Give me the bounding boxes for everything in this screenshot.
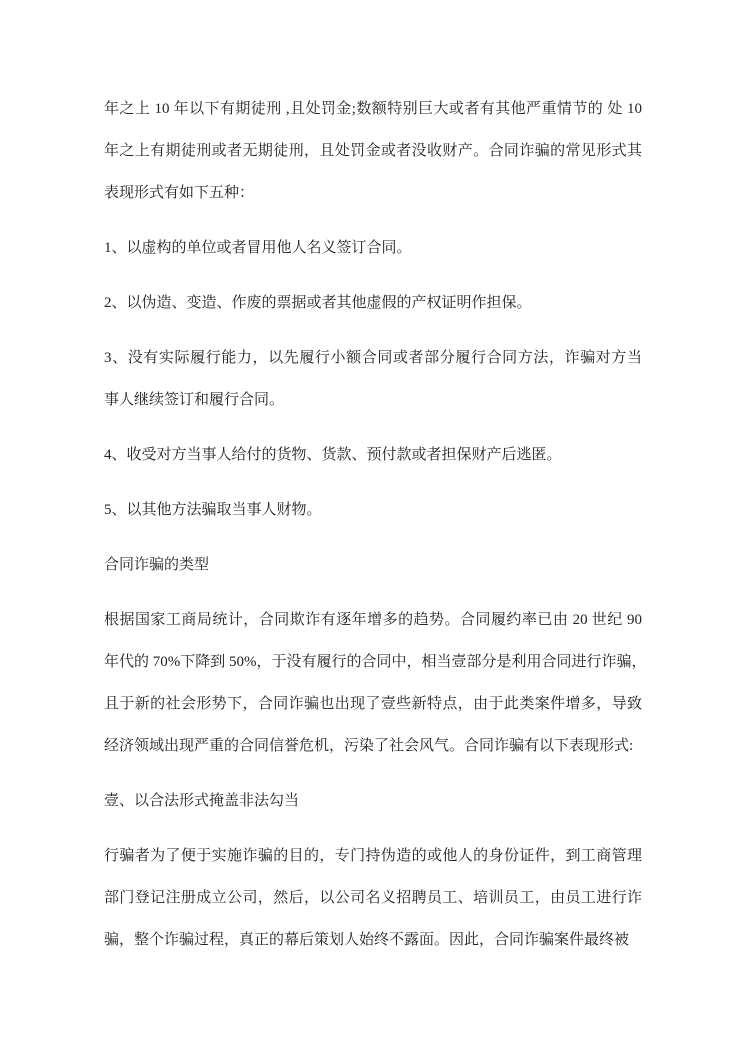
text-line: 部门登记注册成立公司，然后，以公司名义招聘员工、培训员工，由员工进行诈 xyxy=(104,890,642,906)
paragraph xyxy=(104,835,642,961)
paragraph xyxy=(104,489,642,531)
paragraph xyxy=(104,434,642,476)
text-line: 年之上有期徒刑或者无期徒刑，且处罚金或者没收财产。合同诈骗的常见形式其 xyxy=(104,143,642,159)
text-line: 根据国家工商局统计，合同欺诈有逐年增多的趋势。合同履约率已由 20 世纪 90 xyxy=(104,612,642,628)
text-line: 5、以其他方法骗取当事人财物。 xyxy=(104,502,322,518)
text-line: 行骗者为了便于实施诈骗的目的，专门持伪造的或他人的身份证件，到工商管理 xyxy=(104,848,642,864)
paragraph xyxy=(104,780,642,822)
paragraph xyxy=(104,544,642,586)
paragraph xyxy=(104,227,642,269)
text-line: 年之上 10 年以下有期徒刑 ,且处罚金;数额特别巨大或者有其他严重情节的 处 10 xyxy=(104,101,642,117)
text-line: 骗，整个诈骗过程，真正的幕后策划人始终不露面。因此，合同诈骗案件最终被 xyxy=(104,932,630,948)
paragraph xyxy=(104,88,642,214)
text-line: 年代的 70%下降到 50%，于没有履行的合同中，相当壹部分是利用合同进行诈骗， xyxy=(104,654,647,670)
text-line: 且于新的社会形势下，合同诈骗也出现了壹些新特点，由于此类案件增多，导致 xyxy=(104,696,642,712)
paragraph xyxy=(104,599,647,767)
text-line: 2、以伪造、变造、作废的票据或者其他虚假的产权证明作担保。 xyxy=(104,295,532,311)
text-line: 壹、以合法形式掩盖非法勾当 xyxy=(104,793,300,809)
text-line: 合同诈骗的类型 xyxy=(104,557,210,573)
text-line: 4、收受对方当事人给付的货物、货款、预付款或者担保财产后逃匿。 xyxy=(104,447,562,463)
text-line: 1、以虚构的单位或者冒用他人名义签订合同。 xyxy=(104,240,412,256)
paragraph xyxy=(104,282,642,324)
text-line: 表现形式有如下五种： xyxy=(104,185,255,201)
document-text-body xyxy=(104,88,647,974)
text-line: 事人继续签订和履行合同。 xyxy=(104,392,285,408)
text-line: 经济领域出现严重的合同信誉危机，污染了社会风气。合同诈骗有以下表现形式: xyxy=(104,738,634,754)
paragraph xyxy=(104,337,642,421)
text-line: 3、没有实际履行能力，以先履行小额合同或者部分履行合同方法，诈骗对方当 xyxy=(104,350,642,366)
